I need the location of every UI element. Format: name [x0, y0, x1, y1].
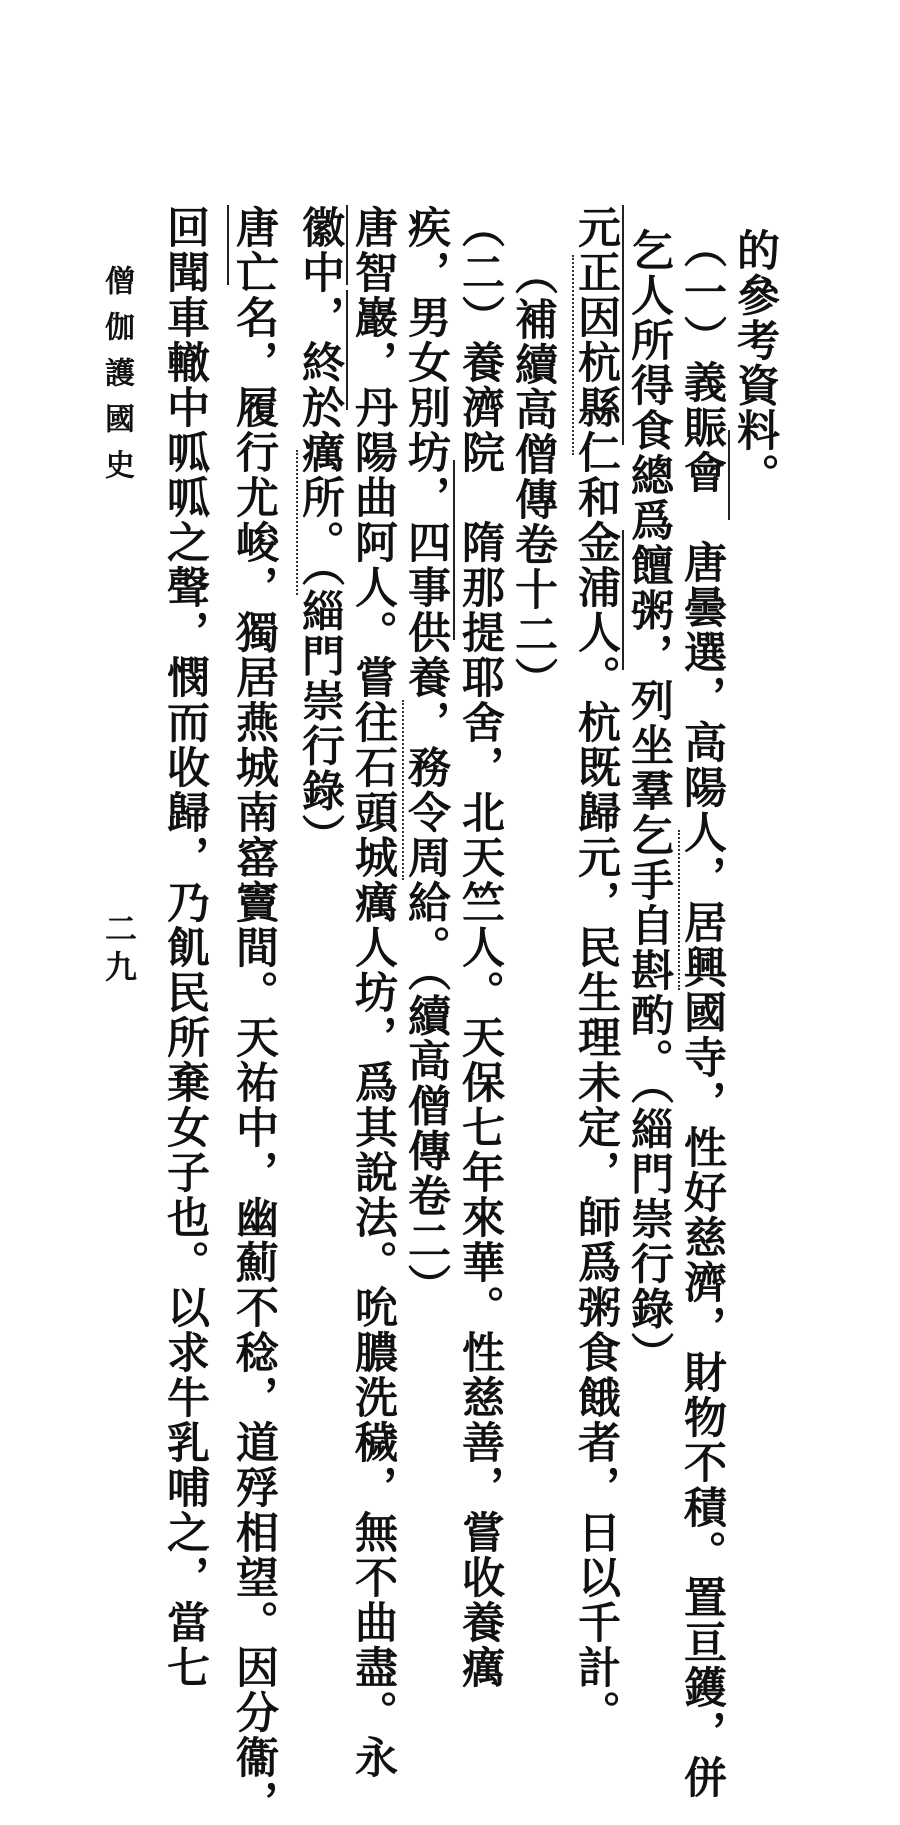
- text-column: （二）養濟院 隋那提耶舍，北天竺人。天保七年來華。性慈善，嘗收養癘: [455, 205, 505, 1690]
- book-title-mark: [296, 450, 301, 595]
- text-column: 乞人所得食總爲饘粥，列坐羣乞手自斟酌。（緇門崇行錄）: [624, 228, 674, 1377]
- text-column: （一）義賑會 唐曇選，高陽人，居興國寺，性好慈濟，財物不積。置亘鑊，併: [677, 225, 727, 1800]
- text-column: 元正因杭縣仁和金浦人。杭既歸元，民生理未定，師爲粥食餓者，日以千計。: [571, 205, 621, 1735]
- proper-name-mark: [227, 205, 229, 285]
- proper-name-mark: [728, 430, 730, 520]
- proper-name-mark: [346, 290, 348, 410]
- text-column: （補續高僧傳卷十二）: [508, 252, 558, 702]
- page-number: 二九: [100, 912, 138, 988]
- proper-name-mark: [453, 460, 455, 640]
- text-column: 疾，男女別坊，四事供養，務令周給。（續高僧傳卷二）: [401, 205, 451, 1309]
- book-title-mark: [678, 830, 683, 990]
- text-column: 唐智巖，丹陽曲阿人。嘗往石頭城癘人坊，爲其說法。吮膿洗穢，無不曲盡。永: [348, 205, 398, 1780]
- proper-name-mark: [622, 205, 624, 445]
- text-column: 回聞車轍中呱呱之聲，憫而收歸，乃飢民所棄女子也。以求牛乳哺之，當七: [160, 205, 210, 1690]
- book-title-mark: [402, 700, 407, 880]
- proper-name-mark: [622, 530, 624, 670]
- proper-name-mark: [346, 205, 348, 285]
- text-column: 唐亡名，履行尤峻，獨居燕城南窰竇間。天祐中，幽薊不稔，道殍相望。因分衞，: [229, 205, 279, 1825]
- running-title: 僧伽護國史: [99, 265, 134, 495]
- book-title-mark: [572, 255, 577, 455]
- text-column: 徽中，終於癘所。（緇門崇行錄）: [295, 205, 345, 859]
- text-column: 的參考資料。: [730, 228, 780, 498]
